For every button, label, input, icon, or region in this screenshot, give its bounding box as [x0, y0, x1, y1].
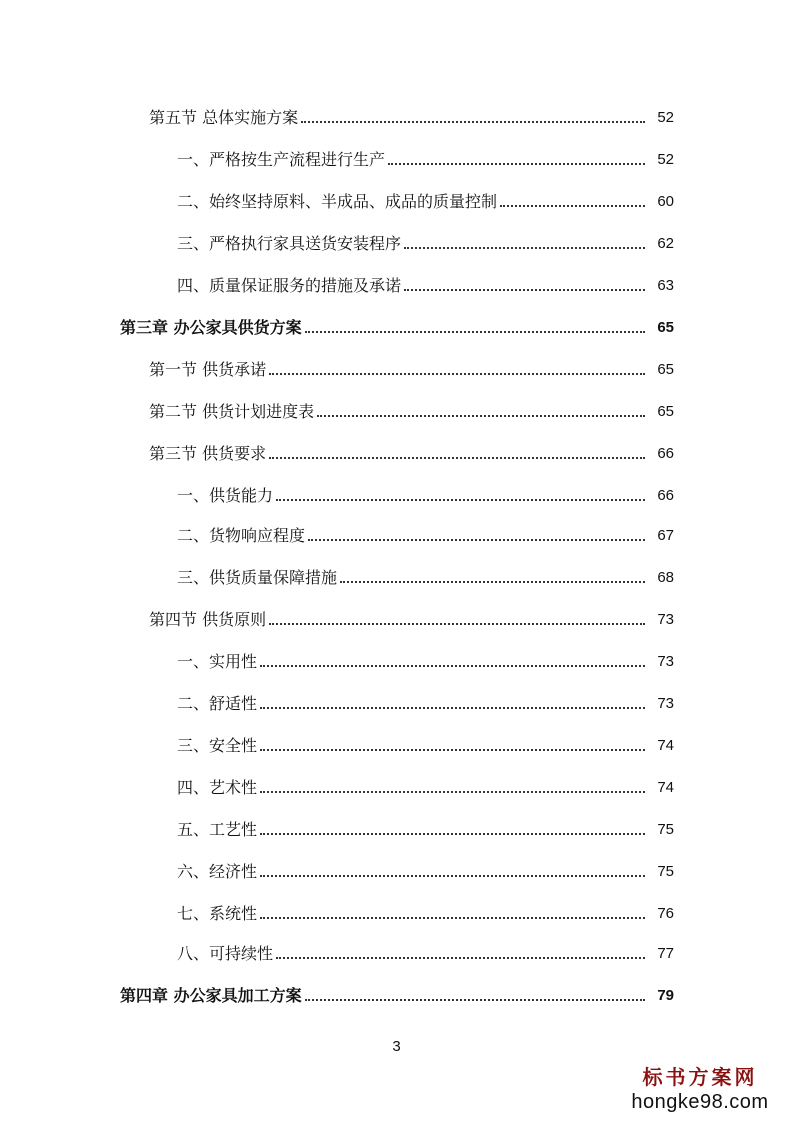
- toc-dot-leader: [260, 875, 645, 877]
- toc-entry-page-number: 73: [657, 611, 674, 628]
- toc-section-entry[interactable]: [0, 104, 793, 128]
- toc-dot-leader: [260, 665, 645, 667]
- toc-entry-title: 二、始终坚持原料、半成品、成品的质量控制: [177, 192, 498, 211]
- toc-subsection-entry[interactable]: [0, 522, 793, 546]
- toc-subsection-entry[interactable]: [0, 648, 793, 672]
- toc-entry-page-number: 75: [657, 821, 674, 838]
- toc-section-entry[interactable]: [0, 356, 793, 380]
- toc-entry-title: 第四节 供货原则: [149, 610, 267, 629]
- toc-entry-title: 第三章 办公家具供货方案: [120, 318, 302, 337]
- toc-entry-title: 四、艺术性: [177, 778, 258, 797]
- toc-dot-leader: [305, 331, 645, 333]
- toc-dot-leader: [269, 623, 645, 625]
- toc-entry-page-number: 66: [657, 445, 674, 462]
- toc-entry-title: 四、质量保证服务的措施及承诺: [177, 276, 402, 295]
- toc-subsection-entry[interactable]: [0, 816, 793, 840]
- toc-entry-page-number: 73: [657, 695, 674, 712]
- toc-entry-title: 第四章 办公家具加工方案: [120, 986, 302, 1005]
- page-number: 3: [392, 1038, 401, 1055]
- toc-chapter-entry[interactable]: [0, 314, 793, 338]
- toc-entry-page-number: 74: [657, 779, 674, 796]
- toc-entry-page-number: 65: [657, 319, 674, 336]
- watermark-url: hongke98.com: [631, 1091, 769, 1113]
- toc-entry-title: 第五节 总体实施方案: [149, 108, 299, 127]
- toc-entry-title: 八、可持续性: [177, 944, 274, 963]
- toc-dot-leader: [276, 957, 645, 959]
- toc-entry-title: 一、实用性: [177, 652, 258, 671]
- toc-dot-leader: [276, 499, 645, 501]
- toc-section-entry[interactable]: [0, 398, 793, 422]
- toc-entry-page-number: 79: [657, 987, 674, 1004]
- toc-dot-leader: [404, 247, 645, 249]
- toc-entry-page-number: 74: [657, 737, 674, 754]
- toc-entry-page-number: 77: [657, 945, 674, 962]
- toc-entry-title: 一、供货能力: [177, 486, 274, 505]
- toc-entry-title: 第一节 供货承诺: [149, 360, 267, 379]
- toc-entry-title: 三、严格执行家具送货安装程序: [177, 234, 402, 253]
- toc-subsection-entry[interactable]: [0, 774, 793, 798]
- toc-dot-leader: [340, 581, 645, 583]
- toc-entry-title: 五、工艺性: [177, 820, 258, 839]
- toc-entry-title: 二、货物响应程度: [177, 526, 306, 545]
- toc-entry-page-number: 73: [657, 653, 674, 670]
- toc-dot-leader: [388, 163, 645, 165]
- toc-dot-leader: [500, 205, 645, 207]
- toc-entry-page-number: 62: [657, 235, 674, 252]
- toc-entry-page-number: 52: [657, 151, 674, 168]
- toc-subsection-entry[interactable]: [0, 482, 793, 506]
- toc-section-entry[interactable]: [0, 606, 793, 630]
- toc-entry-page-number: 65: [657, 403, 674, 420]
- toc-entry-page-number: 63: [657, 277, 674, 294]
- toc-entry-page-number: 68: [657, 569, 674, 586]
- toc-entry-title: 三、安全性: [177, 736, 258, 755]
- toc-dot-leader: [404, 289, 645, 291]
- toc-subsection-entry[interactable]: [0, 146, 793, 170]
- toc-subsection-entry[interactable]: [0, 940, 793, 964]
- toc-subsection-entry[interactable]: [0, 690, 793, 714]
- toc-subsection-entry[interactable]: [0, 900, 793, 924]
- toc-entry-page-number: 75: [657, 863, 674, 880]
- watermark-site-name: 标书方案网: [642, 1065, 758, 1089]
- toc-dot-leader: [260, 833, 645, 835]
- toc-dot-leader: [260, 707, 645, 709]
- toc-subsection-entry[interactable]: [0, 188, 793, 212]
- toc-dot-leader: [305, 999, 645, 1001]
- toc-dot-leader: [260, 749, 645, 751]
- toc-dot-leader: [308, 539, 645, 541]
- watermark: [625, 1064, 775, 1114]
- toc-subsection-entry[interactable]: [0, 272, 793, 296]
- toc-dot-leader: [317, 415, 645, 417]
- toc-subsection-entry[interactable]: [0, 564, 793, 588]
- toc-entry-title: 六、经济性: [177, 862, 258, 881]
- toc-entry-page-number: 52: [657, 109, 674, 126]
- toc-chapter-entry[interactable]: [0, 982, 793, 1006]
- toc-entry-page-number: 60: [657, 193, 674, 210]
- toc-dot-leader: [301, 121, 645, 123]
- toc-entry-page-number: 66: [657, 487, 674, 504]
- toc-entry-page-number: 76: [657, 905, 674, 922]
- toc-entry-page-number: 65: [657, 361, 674, 378]
- toc-dot-leader: [269, 457, 645, 459]
- toc-dot-leader: [260, 791, 645, 793]
- toc-dot-leader: [269, 373, 645, 375]
- toc-entry-title: 一、严格按生产流程进行生产: [177, 150, 386, 169]
- toc-subsection-entry[interactable]: [0, 858, 793, 882]
- toc-entry-page-number: 67: [657, 527, 674, 544]
- toc-subsection-entry[interactable]: [0, 230, 793, 254]
- toc-section-entry[interactable]: [0, 440, 793, 464]
- toc-entry-title: 二、舒适性: [177, 694, 258, 713]
- toc-dot-leader: [260, 917, 645, 919]
- toc-entry-title: 七、系统性: [177, 904, 258, 923]
- toc-entry-title: 第三节 供货要求: [149, 444, 267, 463]
- toc-entry-title: 三、供货质量保障措施: [177, 568, 338, 587]
- toc-entry-title: 第二节 供货计划进度表: [149, 402, 315, 421]
- toc-subsection-entry[interactable]: [0, 732, 793, 756]
